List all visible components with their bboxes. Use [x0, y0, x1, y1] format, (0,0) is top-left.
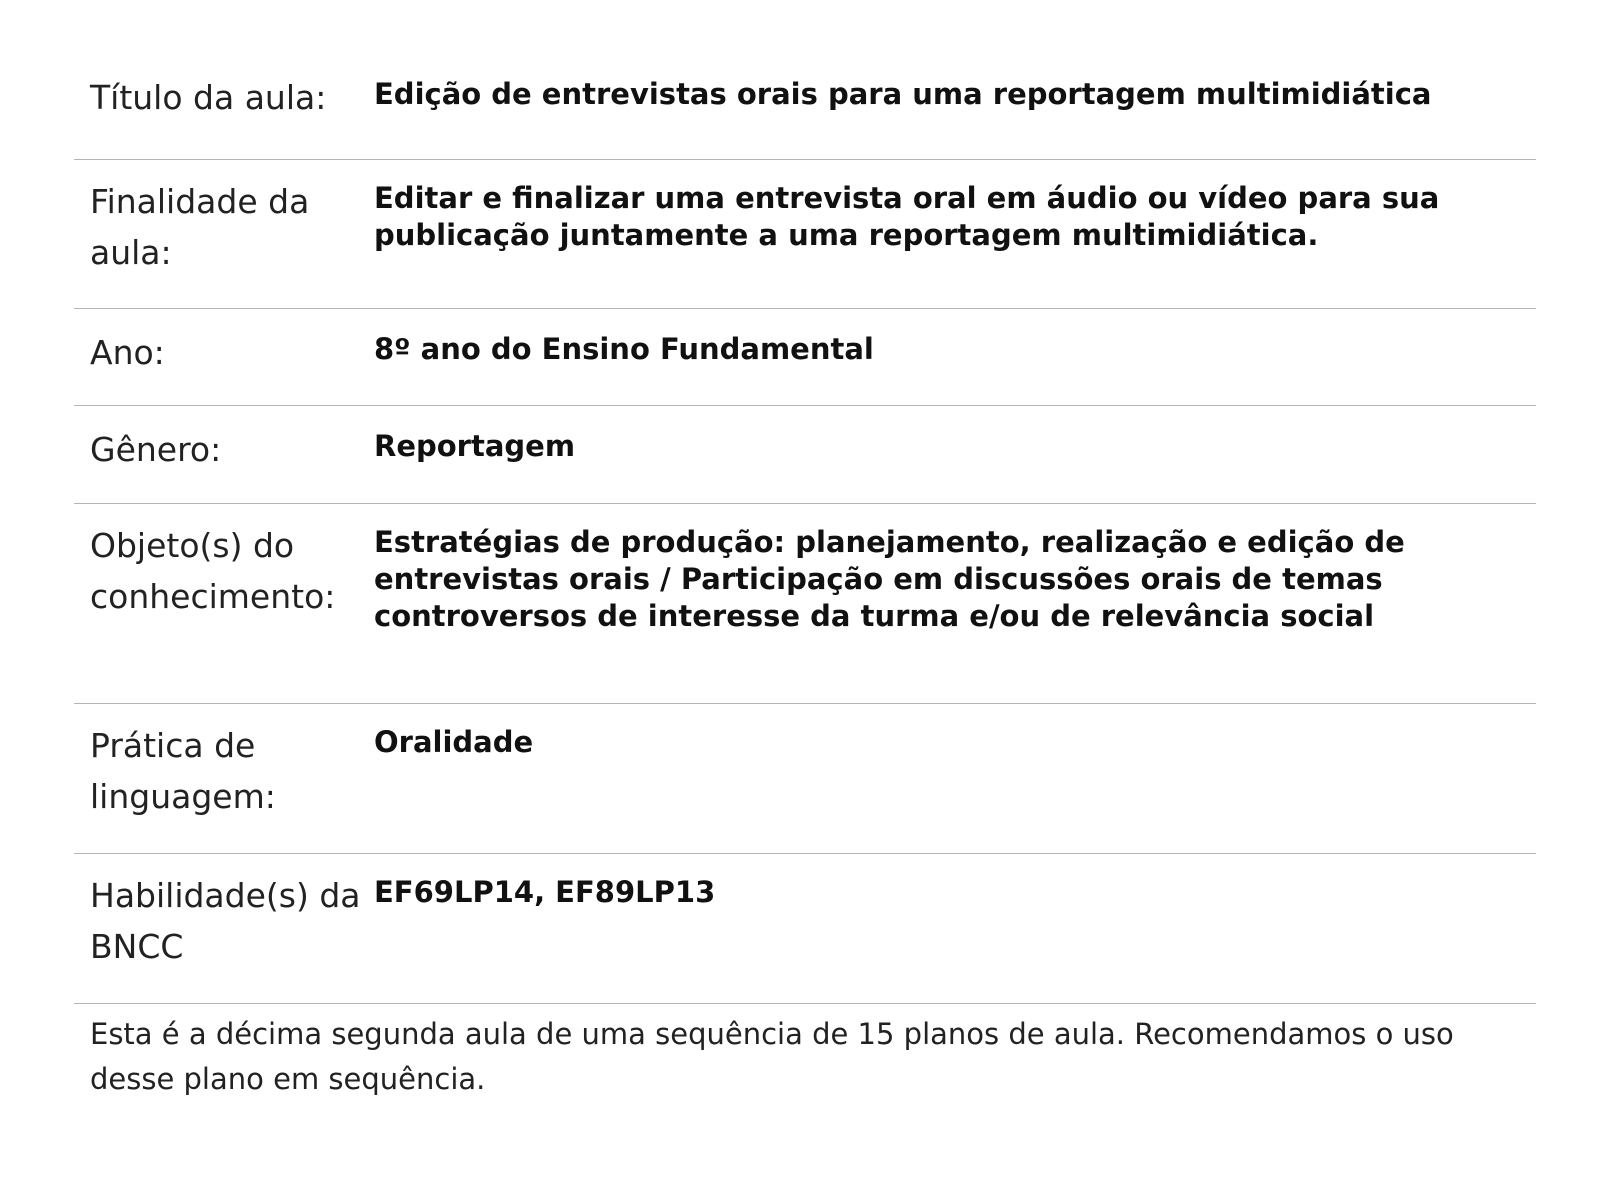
- knowledge-objects-label: Objeto(s) do conhecimento:: [90, 526, 336, 616]
- sequence-note: Esta é a décima segunda aula de uma sequência de 15 planos de aula. Recomendamos o uso desse plano em sequência.: [90, 1017, 1454, 1096]
- bncc-skills-label: Habilidade(s) da BNCC: [90, 876, 361, 966]
- row-genre: [74, 406, 1536, 504]
- row-bncc-skills: [74, 854, 1536, 1004]
- lesson-title-value: Edição de entrevistas orais para uma reportagem multimidiática: [374, 77, 1432, 111]
- row-knowledge-objects: [74, 504, 1536, 704]
- grade-year-value: 8º ano do Ensino Fundamental: [374, 332, 874, 366]
- lesson-purpose-value: Editar e finalizar uma entrevista oral em áudio ou vídeo para sua publicação juntamente a uma reportagem multimidiática.: [374, 181, 1440, 252]
- row-language-practice: [74, 704, 1536, 854]
- row-lesson-title: [74, 52, 1536, 160]
- row-lesson-purpose: [74, 160, 1536, 309]
- lesson-title-label: Título da aula:: [90, 78, 327, 117]
- genre-label: Gênero:: [90, 430, 222, 469]
- language-practice-value: Oralidade: [374, 725, 534, 759]
- bncc-skills-value: EF69LP14, EF89LP13: [374, 875, 716, 909]
- language-practice-label: Prática de linguagem:: [90, 726, 276, 816]
- grade-year-label: Ano:: [90, 333, 165, 372]
- genre-value: Reportagem: [374, 429, 576, 463]
- knowledge-objects-value: Estratégias de produção: planejamento, realização e edição de entrevistas orais / Participação em discussões orais de temas controversos de interesse da turma e/ou de relevância social: [374, 525, 1405, 633]
- row-grade-year: [74, 309, 1536, 406]
- lesson-purpose-label: Finalidade da aula:: [90, 182, 310, 272]
- lesson-plan-table: [74, 52, 1536, 1102]
